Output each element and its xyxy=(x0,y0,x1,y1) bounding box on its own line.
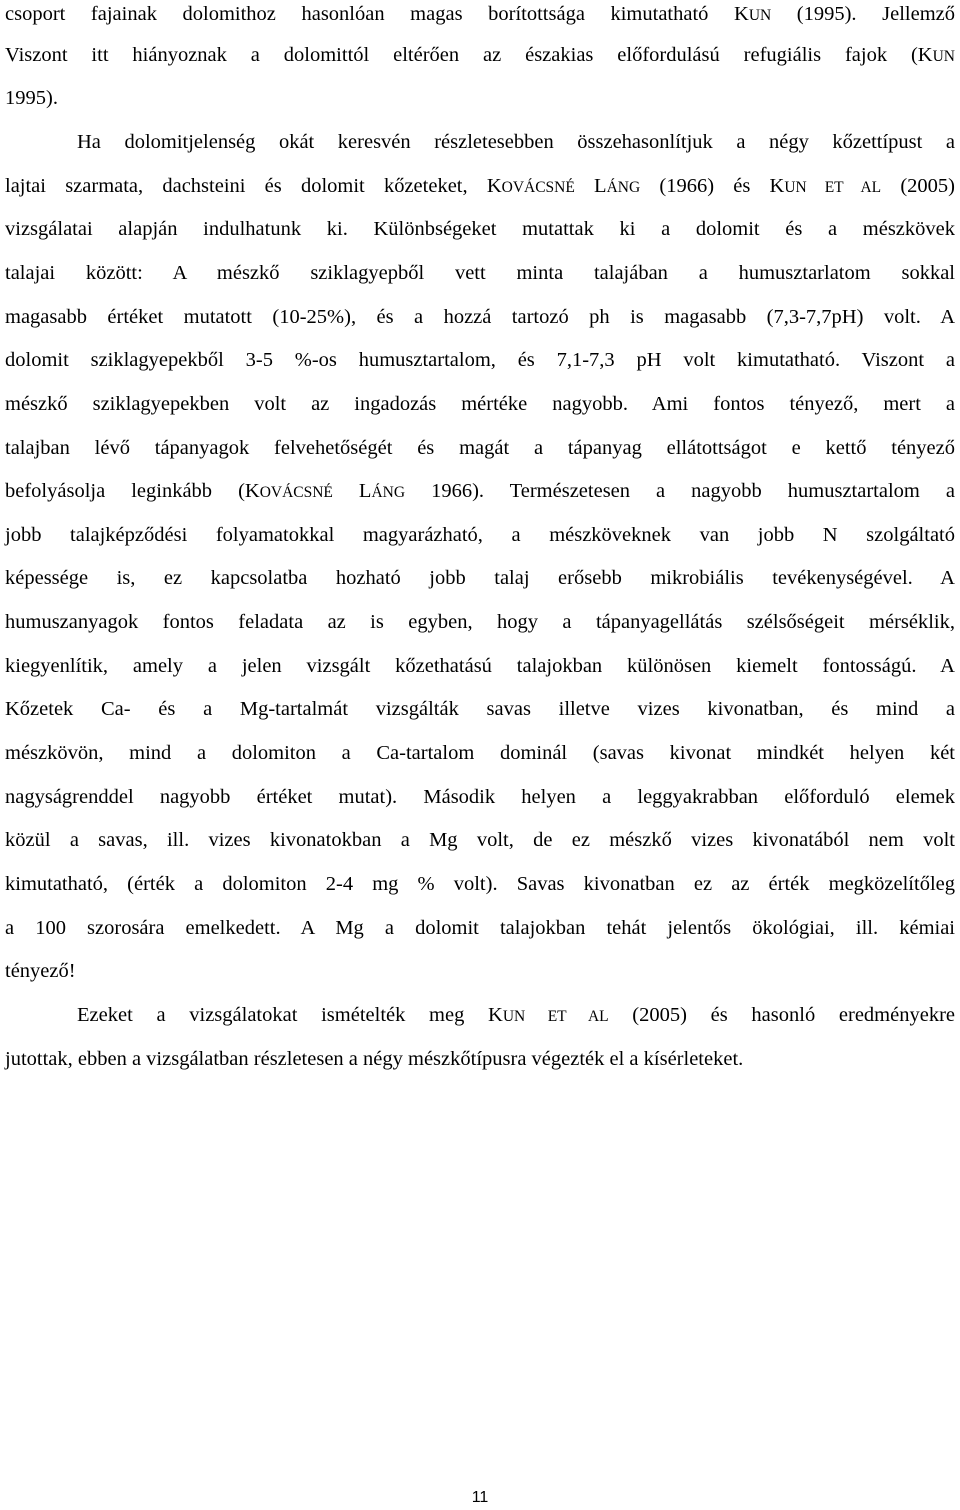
text-line xyxy=(5,258,955,288)
text-span: kimutatható, (érték a dolomiton 2-4 mg % volt). Savas kivonatban ez az érték megközelítőleg xyxy=(5,873,955,895)
text-line xyxy=(5,520,955,550)
text-span: L xyxy=(574,175,607,197)
text-line xyxy=(5,563,955,593)
small-caps-span: UN xyxy=(932,48,955,65)
text-line xyxy=(5,694,955,724)
text-line xyxy=(5,476,955,506)
text-line xyxy=(5,83,955,113)
text-span: talajban lévő tápanyagok felvehetőségét és magát a tápanyag ellátottságot e kettő tényező xyxy=(5,437,955,459)
text-line xyxy=(5,433,955,463)
text-line xyxy=(5,738,955,768)
text-line xyxy=(5,869,955,899)
text-span: humuszanyagok fontos feladata az is egyben, hogy a tápanyagellátás szélsőségeit mérséklik, xyxy=(5,611,955,633)
text-line xyxy=(5,389,955,419)
text-line xyxy=(5,782,955,812)
small-caps-span: ÁNG xyxy=(371,484,406,501)
text-line xyxy=(5,651,955,681)
text-span: L xyxy=(332,480,372,502)
text-span: Ha dolomitjelenség okát keresvén részletesebben összehasonlítjuk a négy kőzettípust a xyxy=(77,131,955,153)
text-line xyxy=(5,956,955,986)
text-span: csoport fajainak dolomithoz hasonlóan magas borítottsága kimutatható K xyxy=(5,3,749,25)
text-span: Ezeket a vizsgálatokat ismételték meg K xyxy=(77,1004,503,1026)
text-span: vizsgálatai alapján indulhatunk ki. Különbségeket mutattak ki a dolomit és a mészkövek xyxy=(5,218,955,240)
text-span: dolomit sziklagyepekből 3-5 %-os humusztartalom, és 7,1-7,3 pH volt kimutatható. Viszont a xyxy=(5,349,955,371)
small-caps-span: UN xyxy=(748,7,772,24)
text-span: közül a savas, ill. vizes kivonatokban a Mg volt, de ez mészkő vizes kivonatából nem volt xyxy=(5,829,955,851)
text-line xyxy=(5,40,955,70)
text-span: talajai között: A mészkő sziklagyepből vett minta talajában a humusztarlatom sokkal xyxy=(5,262,955,284)
text-span: befolyásolja leginkább (K xyxy=(5,480,260,502)
text-span: lajtai szarmata, dachsteini és dolomit kőzeteket, K xyxy=(5,175,502,197)
text-span: jobb talajképződési folyamatokkal magyarázható, a mészköveknek van jobb N szolgáltató xyxy=(5,524,955,546)
small-caps-span: UN ET AL xyxy=(784,179,882,196)
text-line xyxy=(5,1044,955,1074)
text-line xyxy=(5,171,955,201)
text-span: nagyságrenddel nagyobb értéket mutat). Második helyen a leggyakrabban előforduló elemek xyxy=(5,786,955,808)
text-span: mészkövön, mind a dolomiton a Ca-tartalom dominál (savas kivonat mindkét helyen két xyxy=(5,742,955,764)
text-line xyxy=(5,607,955,637)
text-line xyxy=(5,345,955,375)
text-line xyxy=(5,825,955,855)
page-number: 11 xyxy=(471,1489,489,1506)
text-span: 1966). Természetesen a nagyobb humusztartalom a xyxy=(405,480,955,502)
text-line xyxy=(5,214,955,244)
text-span: (2005) xyxy=(881,175,955,197)
text-span: (1966) és K xyxy=(640,175,785,197)
text-span: mészkő sziklagyepekben volt az ingadozás mértéke nagyobb. Ami fontos tényező, mert a xyxy=(5,393,955,415)
text-span: (1995). Jellemző xyxy=(771,3,955,25)
small-caps-span: OVÁCSNÉ xyxy=(501,179,575,196)
text-span: képessége is, ez kapcsolatba hozható jobb talaj erősebb mikrobiális tevékenységével. A xyxy=(5,567,955,589)
text-span: a 100 szorosára emelkedett. A Mg a dolomit talajokban tehát jelentős ökológiai, ill. kémiai xyxy=(5,917,955,939)
text-line xyxy=(77,127,955,157)
text-span: tényező! xyxy=(5,960,76,982)
text-line xyxy=(5,302,955,332)
small-caps-span: ÁNG xyxy=(606,179,641,196)
text-span: Kőzetek Ca- és a Mg-tartalmát vizsgálták savas illetve vizes kivonatban, és mind a xyxy=(5,698,955,720)
text-line xyxy=(5,0,955,29)
text-span: kiegyenlítik, amely a jelen vizsgált kőzethatású talajokban különösen kiemelt fontosságú. A xyxy=(5,655,955,677)
text-line xyxy=(5,913,955,943)
text-span: (2005) és hasonló eredményekre xyxy=(608,1004,955,1026)
text-span: 1995). xyxy=(5,87,58,109)
small-caps-span: OVÁCSNÉ xyxy=(259,484,333,501)
text-span: magasabb értéket mutatott (10-25%), és a hozzá tartozó ph is magasabb (7,3-7,7pH) volt. A xyxy=(5,306,955,328)
text-span: Viszont itt hiányoznak a dolomittól eltérően az északias előfordulású refugiális fajok (K xyxy=(5,44,933,66)
text-span: jutottak, ebben a vizsgálatban részletesen a négy mészkőtípusra végezték el a kísérleteket. xyxy=(5,1048,744,1070)
text-line xyxy=(77,1000,955,1030)
small-caps-span: UN ET AL xyxy=(502,1008,609,1025)
